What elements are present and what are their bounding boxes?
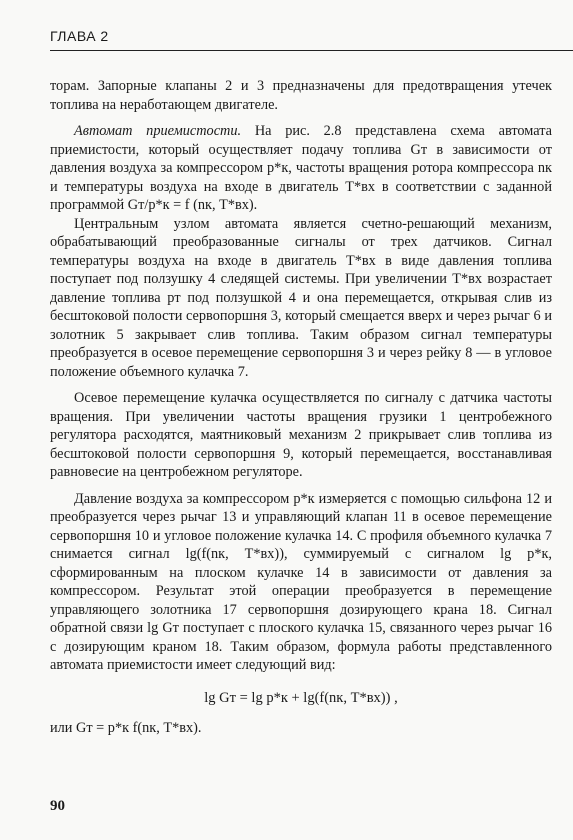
chapter-title: ГЛАВА 2	[50, 28, 109, 44]
paragraph-4: Осевое перемещение кулачка осуществляется по сигналу с датчика частоты вращения. При увеличении частоты вращения грузики 1 центробежного регулятора расходятся, маятниковый механизм 2 прикрывает слив топлива из бесштоковой полости сервопоршня 9, который перемещается, восстанавливая равновесие на центробежном регуляторе.	[50, 390, 552, 480]
page-header	[50, 28, 573, 44]
paragraph-2	[50, 122, 552, 215]
page-number: 90	[50, 798, 65, 814]
paragraph-5: Давление воздуха за компрессором p*к измеряется с помощью сильфона 12 и преобразуется через рычаг 13 и управляющий клапан 11 в осевое перемещение сервопоршня 10 и угловое положение кулачка 14. С профиля объемного кулачка 7 снимается сигнал lg(f(nк, T*вх)), суммируемый с сигналом lg p*к, сформированным на плоском кулачке 14 в зависимости от давления за компрессором. Результат этой операции преобразуется в перемещение управляющего золотника 17 сервопоршня дозирующего крана 18. Сигнал обратной связи lg Gт поступает с плоского кулачка 15, связанного через рычаг 16 с дозирующим краном 18. Таким образом, формула работы представленного автомата приемистости имеет следующий вид:	[50, 490, 552, 673]
paragraph-1: торам. Запорные клапаны 2 и 3 предназначены для предотвращения утечек топлива на неработающем двигателе.	[50, 78, 552, 113]
paragraph-2-text: На рис. 2.8 представлена схема автомата приемистости, который осуществляет подачу топлива Gт в зависимости от давления воздуха за компрессором p*к, частоты вращения ротора компрессора nк и температуры воздуха на входе в двигатель T*вх в соответствии с заданной программой Gт/p*к = f (nк, T*вх).	[50, 123, 552, 213]
header-rule	[50, 50, 573, 51]
closing-line: или Gт = p*к f(nк, T*вх).	[50, 720, 202, 736]
paragraph-3: Центральным узлом автомата является счетно-решающий механизм, обрабатывающий преобразованные сигналы от трех датчиков. Сигнал температуры воздуха на входе в двигатель T*вх в виде давления топлива поступает под ползушку 4 следящей системы. При увеличении T*вх возрастает давление топлива pт под ползушкой 4 и она перемещается, открывая слив из бесштоковой полости сервопоршня 3, который смещается вверх и через рычаг 6 и золотник 5 закрывает слив топлива. Таким образом сигнал температуры преобразуется в осевое перемещение сервопоршня 3 и через рейку 8 — в угловое положение объемного кулачка 7.	[50, 215, 552, 380]
paragraph-2-lead: Автомат приемистости.	[74, 123, 242, 139]
page-body	[50, 77, 552, 738]
formula: lg Gт = lg p*к + lg(f(nк, T*вх)) ,	[204, 689, 398, 706]
